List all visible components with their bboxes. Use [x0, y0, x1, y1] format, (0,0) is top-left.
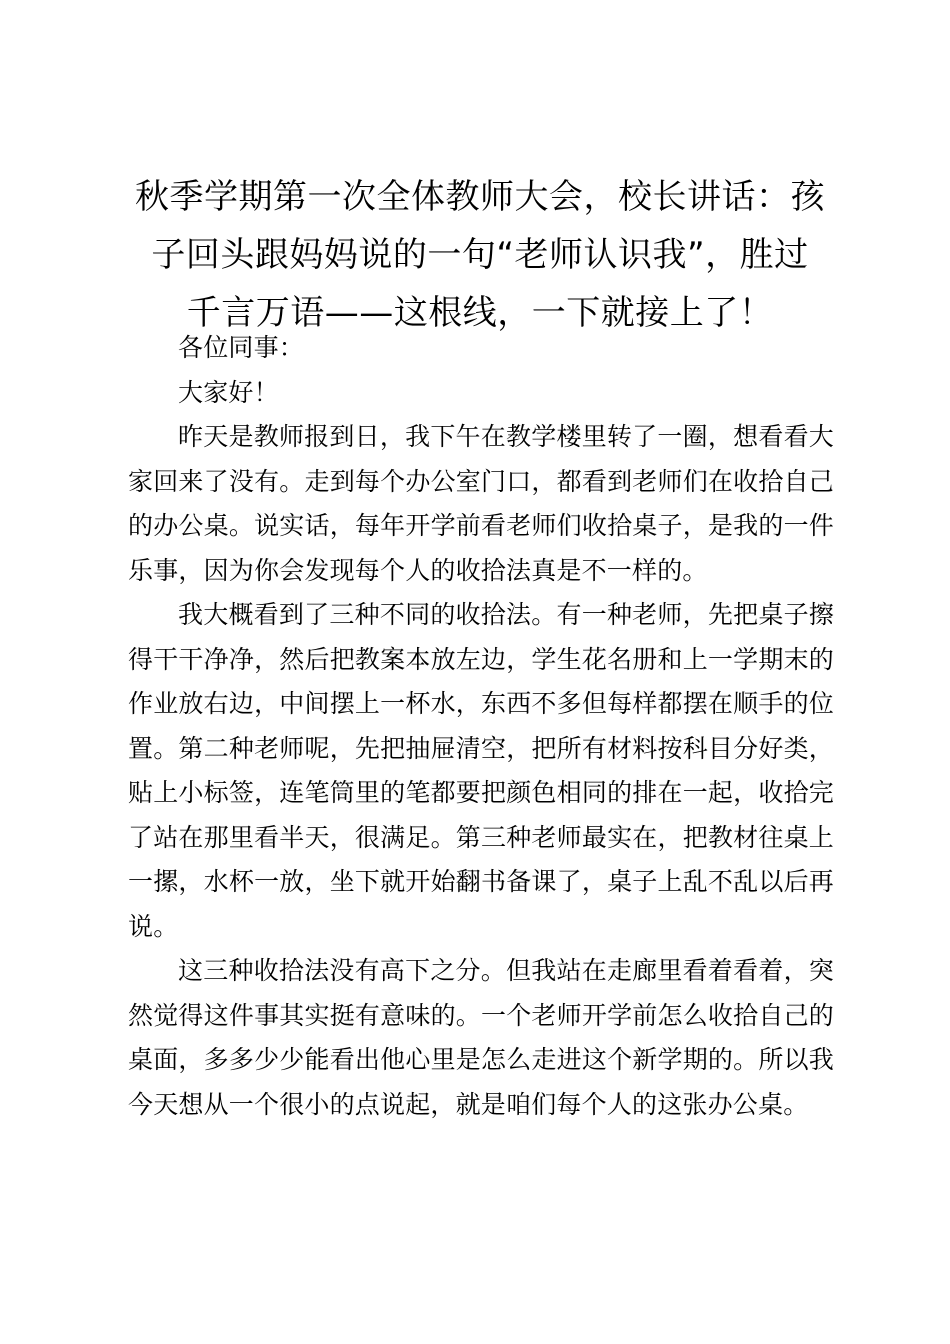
- document-title: [120, 168, 840, 342]
- salutation: 各位同事：: [178, 333, 305, 362]
- title-line-3: 千言万语——这根线，一下就接上了！: [186, 293, 774, 333]
- paragraph-2: 我大概看到了三种不同的收拾法。有一种老师，先把桌子擦得干干净净，然后把教案本放左边，学生花名册和上一学期末的作业放右边，中间摆上一杯水，东西不多但每样都摆在顺手的位置。第二种老师呢，先把抽屉清空，把所有材料按科目分好类，贴上小标签，连笔筒里的笔都要把颜色相同的排在一起，收拾完了站在那里看半天，很满足。第三种老师最实在，把教材往桌上一摞，水杯一放，坐下就开始翻书备课了，桌子上乱不乱以后再说。: [128, 600, 834, 941]
- title-line-2: 子回头跟妈妈说的一句“老师认识我”，胜过: [151, 235, 809, 275]
- greeting: 大家好！: [178, 377, 279, 407]
- paragraph-3: 这三种收拾法没有高下之分。但我站在走廊里看着看着，突然觉得这件事其实挺有意味的。一个老师开学前怎么收拾自己的桌面，多多少少能看出他心里是怎么走进这个新学期的。所以我今天想从一个很小的点说起，就是咱们每个人的这张办公桌。: [128, 956, 834, 1119]
- document-body: [128, 326, 834, 1127]
- paragraph-1: 昨天是教师报到日，我下午在教学楼里转了一圈，想看看大家回来了没有。走到每个办公室门口，都看到老师们在收拾自己的办公桌。说实话，每年开学前看老师们收拾桌子，是我的一件乐事，因为你会发现每个人的收拾法真是不一样的。: [128, 422, 834, 585]
- title-line-1: 秋季学期第一次全体教师大会，校长讲话：孩: [135, 177, 825, 217]
